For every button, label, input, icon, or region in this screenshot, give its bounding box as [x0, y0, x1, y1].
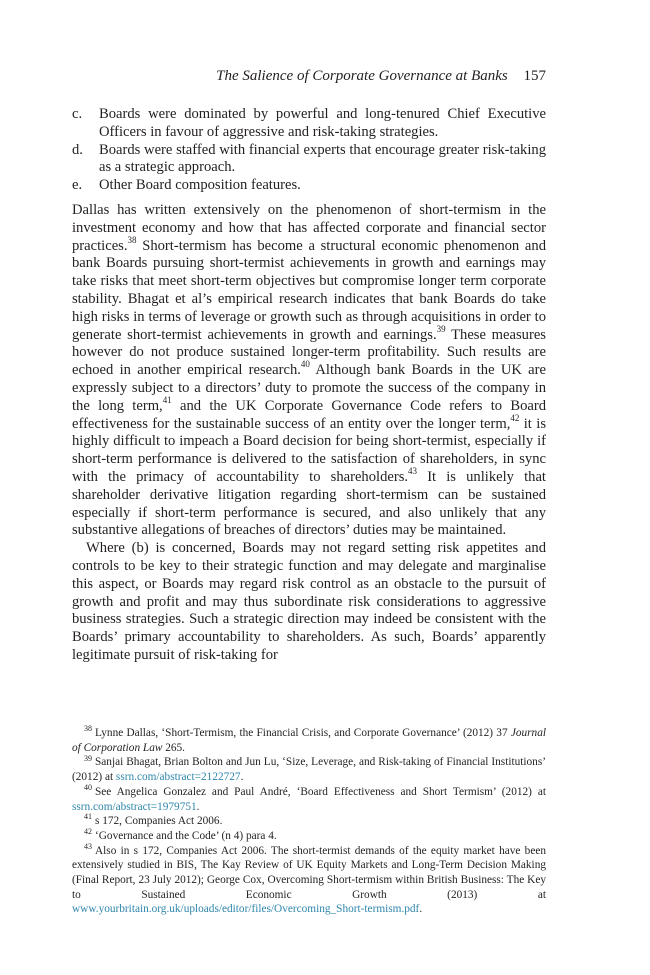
footnote-ref[interactable]: 41: [162, 394, 172, 405]
list-item-text: Boards were staffed with financial experts that encourage greater risk-taking as a strategic approach.: [99, 141, 546, 176]
list-item: [72, 177, 546, 195]
footnote-link[interactable]: ssrn.com/abstract=2122727: [115, 771, 241, 784]
list-marker: c.: [72, 106, 83, 122]
footnote-number: 43: [84, 841, 92, 851]
paragraph-short-termism: [72, 202, 546, 540]
footnote-text: .: [196, 800, 200, 813]
footnote-text: 265.: [162, 741, 185, 754]
footnote-number: 41: [84, 812, 92, 822]
footnote-ref[interactable]: 40: [300, 359, 310, 370]
footnote-text: Also in s 172, Companies Act 2006. The short-termist demands of the equity market have been extensively studied in BIS, The Kay Review of UK Equity Markets and Long-Term Decision Making (Final Report, 23 July 2012); George Cox, Overcoming Short-termism within British Business: The Key to Sustained Economic Growth (2013) at: [72, 844, 546, 901]
paragraph-risk-appetite: Where (b) is concerned, Boards may not regard setting risk appetites and controls to be key to their strategic function and may delegate and marginalise this aspect, or Boards may regard risk control as an obstacle to the pursuit of growth and profit and may thus subordinate risk considerations to aggressive business strategies. Such a strategic direction may indeed be consistent with the Boards’ primary accountability to shareholders. As such, Boards’ apparently legitimate pursuit of risk-taking for: [72, 540, 546, 663]
body-text: [72, 202, 546, 665]
footnote-number: 42: [84, 827, 92, 837]
footnote-number: 40: [84, 783, 92, 793]
list-marker: d.: [72, 141, 83, 158]
footnote-number: 38: [84, 724, 92, 734]
list-item: [72, 142, 546, 178]
list-item: [72, 106, 546, 142]
running-header: [72, 66, 546, 86]
list-item-text: Boards were dominated by powerful and long-tenured Chief Executive Officers in favour of aggressive and risk-taking strategies.: [99, 106, 546, 140]
footnote-text: .: [240, 771, 244, 784]
text-run: These measures however do not produce sustained longer-term profitability. Such results are echoed in another empirical research.: [72, 326, 546, 379]
footnote-text: s 172, Companies Act 2006.: [95, 815, 223, 828]
text-run: and the UK Corporate Governance Code refers to Board effectiveness for the sustainable success of an entity over the longer term,: [72, 397, 547, 432]
footnote-link[interactable]: ssrn.com/abstract=1979751: [72, 800, 197, 813]
list-item-text: Other Board composition features.: [99, 177, 301, 194]
list-marker: e.: [72, 177, 83, 194]
text-run: it is highly difficult to impeach a Board decision for being short-termist, especially if short-term performance is delivered to the satisfaction of shareholders, in sync with the primacy of accountability to shareholders.: [72, 415, 546, 485]
footnote-text: See Angelica Gonzalez and Paul André, ‘Board Effectiveness and Short Termism’ (2012) at: [95, 785, 546, 798]
footnote-text: Lynne Dallas, ‘Short-Termism, the Financial Crisis, and Corporate Governance’ (2012) 37: [95, 727, 511, 739]
text-run: Although bank Boards in the UK are expressly subject to a directors’ duty to promote the success of the company in the long term,: [72, 362, 546, 414]
footnote-link[interactable]: www.yourbritain.org.uk/uploads/editor/files/Overcoming_Short-termism.pdf: [72, 903, 420, 916]
footnote-43: [72, 841, 546, 918]
journal-title: Journal of Corporation Law: [72, 727, 546, 754]
footnote-ref[interactable]: 39: [436, 323, 446, 334]
footnote-text: .: [419, 903, 423, 916]
footnote-40: [72, 785, 546, 814]
footnotes: [72, 726, 546, 917]
text-run: Short-termism has become a structural economic phenomenon and bank Boards pursuing short-termist achievements in growth and earnings may take risks that meet short-term objectives but compromise longer term corporate stability. Bhagat et al’s empirical research indicates that bank Boards do take high risks in terms of leverage or growth such as through acquisitions in order to generate short-termist achievements in growth and earnings.: [72, 237, 546, 343]
footnote-text: ‘Governance and the Code’ (n 4) para 4.: [95, 829, 277, 842]
footnote-ref[interactable]: 42: [510, 412, 520, 423]
footnote-text: Sanjai Bhagat, Brian Bolton and Jun Lu, ‘Size, Leverage, and Risk-taking of Financial Institutions’ (2012) at: [72, 756, 546, 784]
running-title: The Salience of Corporate Governance at Banks: [216, 68, 508, 84]
footnote-ref[interactable]: 43: [408, 466, 418, 477]
footnote-ref[interactable]: 38: [127, 234, 137, 245]
board-features-list: [72, 106, 546, 195]
footnote-38: [72, 726, 546, 755]
page-number: 157: [523, 68, 546, 84]
text-run: It is unlikely that shareholder derivative litigation regarding short-termism can be sustained especially if short-term performance is secured, and also unlikely that any substantive allegations of breaches of directors’ duties may be maintained.: [72, 468, 546, 539]
footnote-number: 39: [84, 753, 92, 763]
footnote-41: [72, 814, 546, 829]
text-run: Dallas has written extensively on the phenomenon of short-termism in the investment economy and how that has affected corporate and financial sector practices.: [72, 202, 546, 254]
footnote-42: [72, 829, 546, 844]
footnote-39: [72, 755, 546, 784]
